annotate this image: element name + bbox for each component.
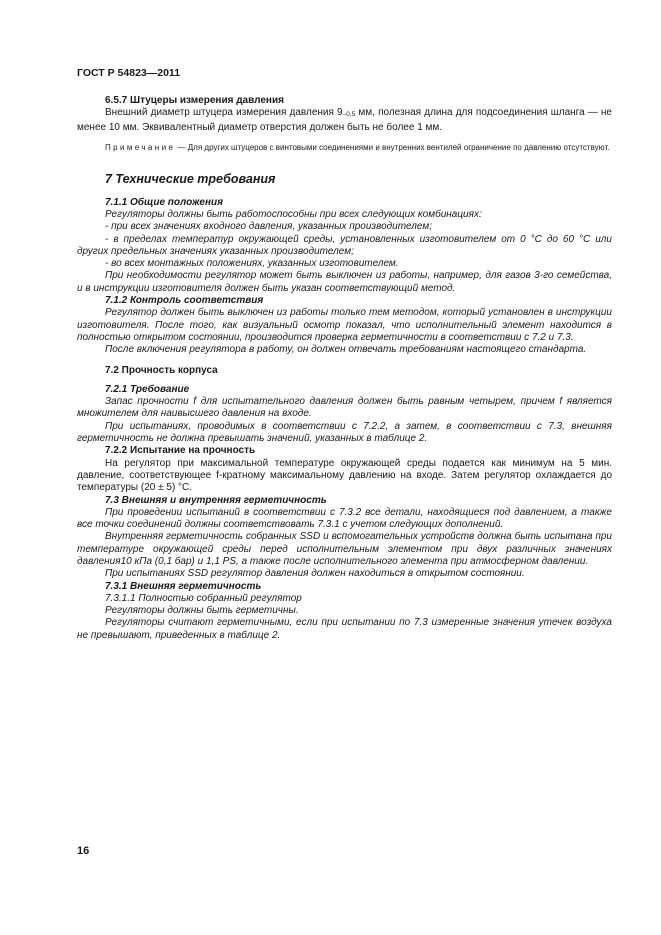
section-7-2-2-title: 7.2.2 Испытание на прочность (105, 445, 256, 457)
paragraph: При проведении испытаний в соответствии с 7.3.2 все детали, находящиеся под давлением, а также все точки соединений должны соответствовать 7.3.1 с учетом следующих дополнений. (77, 506, 612, 531)
page-number: 16 (77, 845, 90, 857)
tolerance-subscript: –0,5 (342, 111, 356, 119)
paragraph: После включения регулятора в работу, он должен отвечать требованиям настоящего стандарта. (105, 344, 587, 356)
paragraph: Регуляторы должны быть герметичны. (105, 605, 299, 617)
section-7-2-1-title: 7.2.1 Требование (105, 383, 190, 395)
paragraph: Регуляторы считают герметичными, если при испытании по 7.3 измеренные значения утечек воздуха не превышают, приведенных в таблице 2. (77, 617, 612, 641)
section-7-1-1-title: 7.1.1 Общие положения (105, 196, 224, 208)
section-7-1-2-title: 7.1.2 Контроль соответствия (105, 295, 264, 307)
section-6-5-7-paragraph (77, 107, 612, 134)
paragraph: При испытаниях SSD регулятор давления должен находиться в открытом состоянии. (105, 568, 525, 580)
note-label: Примечание (105, 142, 176, 152)
section-6-5-7-title: 6.5.7 Штуцеры измерения давления (105, 95, 284, 106)
note (77, 143, 612, 154)
page-body (77, 95, 612, 642)
list-item: - при всех значениях входного давления, указанных производителем; (105, 221, 433, 233)
note-text: — Для других штуцеров с винтовыми соединениями и внутренних вентилей ограничение по давлению отсутствуют. (175, 142, 610, 152)
paragraph: При испытаниях, проводимых в соответствии с 7.2.2, а затем, в соответствии с 7.3, внешняя герметичность не должна превышать значений, указанных в таблице 2. (77, 420, 612, 445)
section-7-2-title: 7.2 Прочность корпуса (105, 364, 218, 376)
list-item: - в пределах температур окружающей среды, установленных изготовителем от 0 °С до 60 °С или других предельных значениях указанных производителем; (77, 233, 612, 257)
paragraph: Регулятор должен быть выключен из работы только тем методом, который установлен в инструкции изготовителя. После того, как визуальный осмотр показал, что исполнительный элемент находится в полностью открытом состоянии, производится проверка герметичности в соответствии с 7.2 и 7.3. (77, 307, 612, 343)
paragraph: Запас прочности f для испытательного давления должен быть равным четырем, причем f является множителем для наивысшего давления на входе. (77, 396, 612, 420)
section-7-3-1-title: 7.3.1 Внешняя герметичность (105, 580, 262, 592)
section-7-title: 7 Технические требования (105, 172, 276, 187)
paragraph: При необходимости регулятор может быть выключен из работы, например, для газов 3-го семейства, и в инструкции изготовителя должен быть указан соответствующий метод. (77, 270, 612, 294)
paragraph: Регуляторы должны быть работоспособны при всех следующих комбинациях: (105, 208, 482, 220)
list-item: - во всех монтажных положениях, указанных изготовителем. (105, 258, 399, 270)
standard-code-header: ГОСТ Р 54823—2011 (77, 67, 181, 79)
paragraph: На регулятор при максимальной температуре окружающей среды подается как минимум на 5 мин. давление, соответствующее f-кратному максимальному давлению на входе. Затем регулятор охлаждается до температуры (20 ± 5) °С. (77, 457, 612, 494)
section-7-3-1-1-title: 7.3.1.1 Полностью собранный регулятор (105, 592, 302, 604)
text-run: Внешний диаметр штуцера измерения давления 9 (105, 107, 343, 119)
paragraph: Внутренняя герметичность собранных SSD и вспомогательных устройств должна быть испытана при температуре окружающей среды перед исполнительным элементом при двух различных значениях давления10 кПа (0,1 бар) и 1,1 PS, а также после исполнительного элемента при атмосферном давлении. (77, 531, 612, 567)
text-run: мм, полезная длина для подсоединения шланга — не менее 10 мм. Эквивалентный диаметр отверстия должен быть не более 1 мм. (77, 107, 612, 133)
section-7-3-title: 7.3 Внешняя и внутренняя герметичность (105, 494, 327, 506)
